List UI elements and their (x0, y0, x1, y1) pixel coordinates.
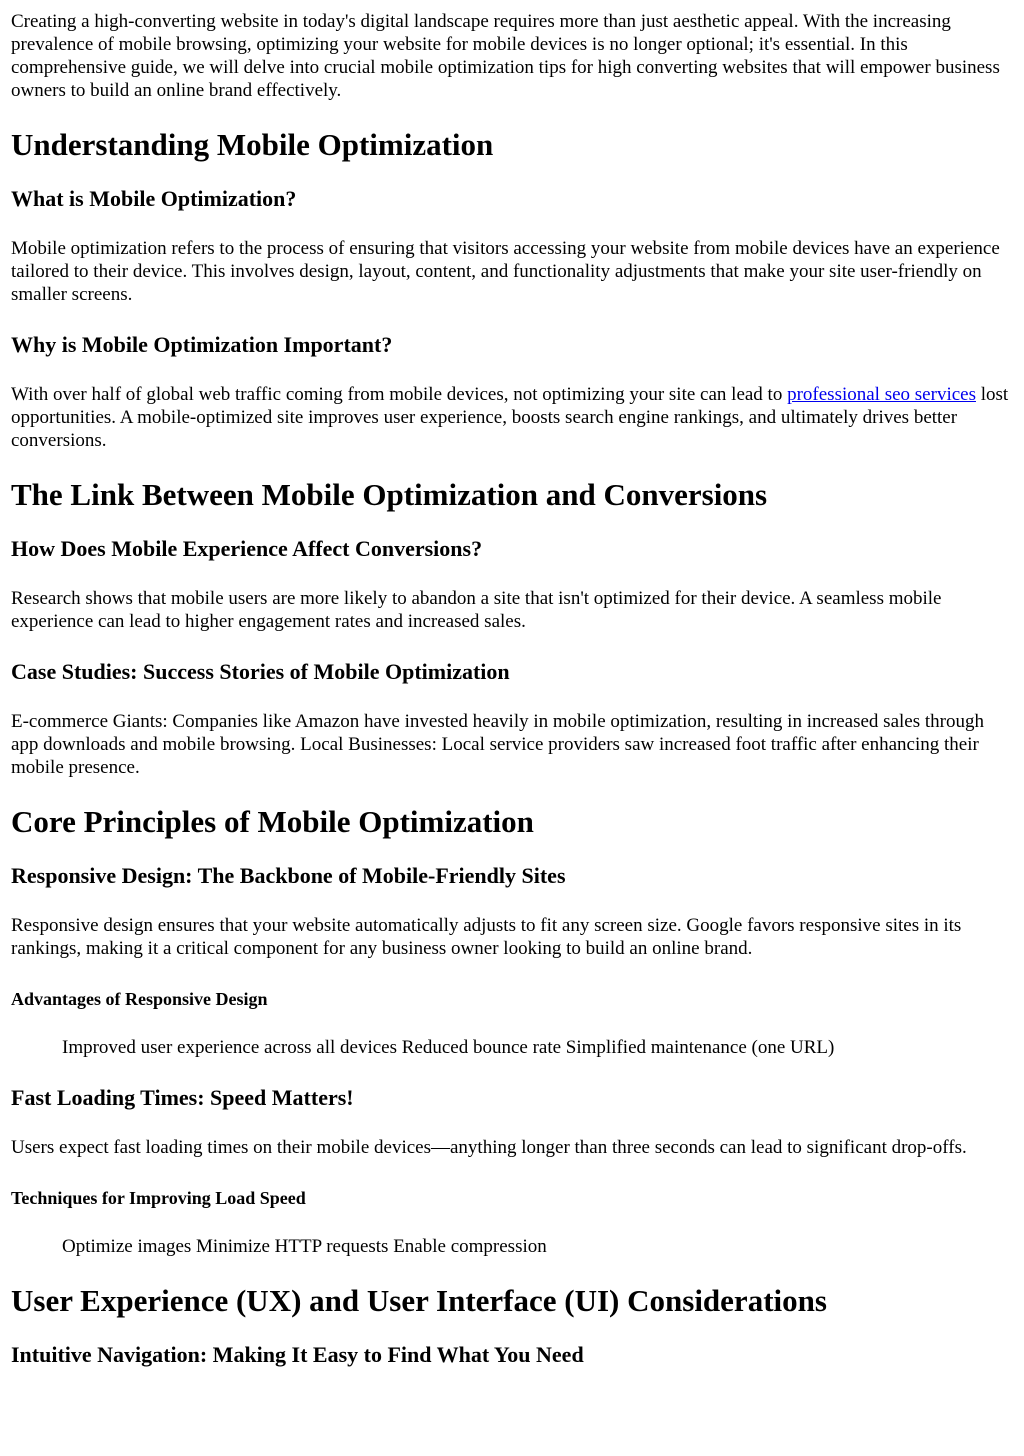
paragraph-responsive-design: Responsive design ensures that your website automatically adjusts to fit any screen size. Google favors responsive sites in its rankings, making it a critical component for any business owner looking to build an online brand. (11, 915, 962, 959)
heading-advantages: Advantages of Responsive Design (11, 989, 268, 1009)
list-techniques: Optimize images Minimize HTTP requests Enable compression (62, 1236, 547, 1257)
heading-techniques: Techniques for Improving Load Speed (11, 1188, 306, 1208)
section-heading-link-conversions: The Link Between Mobile Optimization and Conversions (11, 477, 768, 512)
intro-paragraph: Creating a high-converting website in today's digital landscape requires more than just aesthetic appeal. With the increasing prevalence of mobile browsing, optimizing your website for mobile devices is no longer optional; it's essential. In this comprehensive guide, we will delve into crucial mobile optimization tips for high converting websites that will empower business owners to build an online brand effectively. (11, 11, 1000, 101)
paragraph-text: lost opportunities. A mobile-optimized site improves user experience, boosts search engine rankings, and ultimately drives better conversions. (11, 384, 1009, 451)
section-heading-ux-ui: User Experience (UX) and User Interface (UI) Considerations (11, 1283, 827, 1318)
paragraph-fast-loading: Users expect fast loading times on their mobile devices—anything longer than three seconds can lead to significant drop-offs. (11, 1137, 967, 1158)
paragraph-what-is: Mobile optimization refers to the process of ensuring that visitors accessing your website from mobile devices have an experience tailored to their device. This involves design, layout, content, and functionality adjustments that make your site user-friendly on smaller screens. (11, 238, 1000, 305)
paragraph-why-important (11, 383, 1014, 452)
subheading-case-studies: Case Studies: Success Stories of Mobile Optimization (11, 659, 510, 684)
article (0, 10, 1024, 1369)
list-advantages: Improved user experience across all devices Reduced bounce rate Simplified maintenance (one URL) (62, 1037, 835, 1058)
subheading-why-important: Why is Mobile Optimization Important? (11, 332, 393, 357)
subheading-intuitive-navigation: Intuitive Navigation: Making It Easy to Find What You Need (11, 1342, 584, 1367)
section-heading-understanding: Understanding Mobile Optimization (11, 127, 494, 162)
paragraph-case-studies: E-commerce Giants: Companies like Amazon have invested heavily in mobile optimization, resulting in increased sales through app downloads and mobile browsing. Local Businesses: Local service providers saw increased foot traffic after enhancing their mobile presence. (11, 711, 984, 778)
subheading-how-affect: How Does Mobile Experience Affect Conversions? (11, 536, 483, 561)
section-heading-core-principles: Core Principles of Mobile Optimization (11, 804, 534, 839)
subheading-responsive-design: Responsive Design: The Backbone of Mobile-Friendly Sites (11, 863, 566, 888)
paragraph-text: With over half of global web traffic coming from mobile devices, not optimizing your site can lead to (11, 384, 788, 405)
subheading-what-is: What is Mobile Optimization? (11, 186, 297, 211)
professional-seo-link[interactable]: professional seo services (787, 384, 976, 405)
subheading-fast-loading: Fast Loading Times: Speed Matters! (11, 1085, 354, 1110)
paragraph-how-affect: Research shows that mobile users are more likely to abandon a site that isn't optimized for their device. A seamless mobile experience can lead to higher engagement rates and increased sales. (11, 588, 942, 632)
